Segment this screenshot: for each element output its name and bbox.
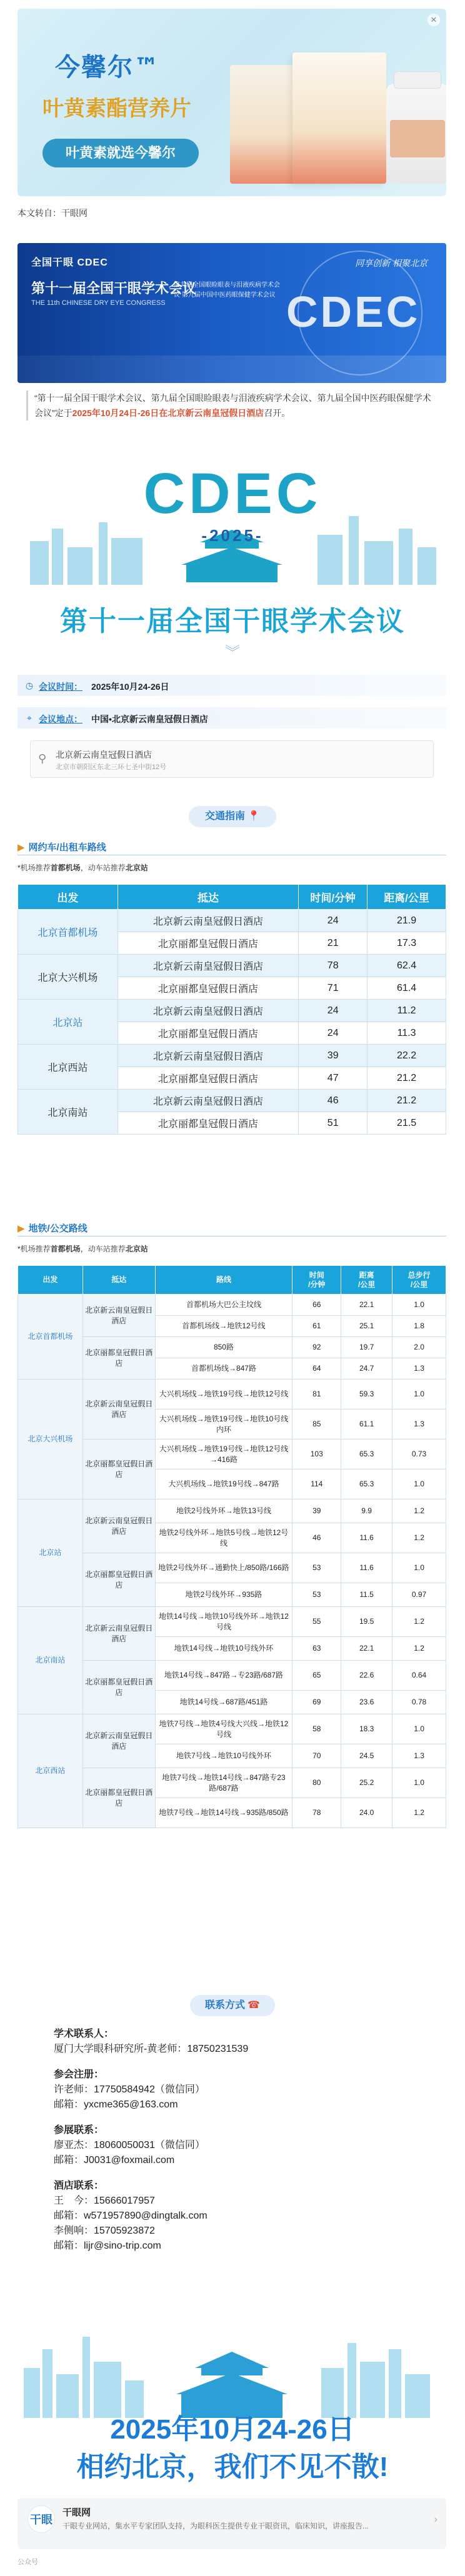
table-cell: 11.3 [368,1022,446,1045]
column-header: 时间/分钟 [299,885,368,910]
contact-group-title: 参展联系： [54,2125,104,2136]
table-cell: 0.64 [392,1661,446,1691]
route-cell: 大兴机场线→地铁19号线→地铁12号线→416路 [155,1440,292,1470]
table-cell: 9.9 [341,1499,392,1523]
table-row [18,955,446,977]
table-cell: 46 [292,1523,341,1553]
table-row [18,1090,446,1112]
table-cell: 北京丽都皇冠假日酒店 [118,977,299,1000]
traffic-guide-label: 交通指南 [205,811,246,822]
table-cell: 1.2 [392,1798,446,1828]
table-cell: 114 [292,1470,341,1499]
table-cell: 81 [292,1380,341,1410]
intro-text: “第十一届全国干眼学术会议、第九届全国眼睑眼表与泪液疾病学术会议、第九届全国中医药眼保健学术会议”定于 [34,393,431,418]
table-cell: 51 [299,1112,368,1135]
table-cell: 1.3 [392,1410,446,1440]
contact-group-title: 参会注册： [54,2069,104,2080]
chevron-right-icon: › [434,2514,438,2525]
table-cell: 17.3 [368,932,446,955]
table-cell: 19.5 [341,1607,392,1637]
table-cell: 北京丽都皇冠假日酒店 [118,1112,299,1135]
phone-icon: ☎ [248,2000,260,2011]
table-cell: 北京新云南皇冠假日酒店 [118,1090,299,1112]
route-cell: 大兴机场线→地铁19号线→地铁12号线 [155,1380,292,1410]
banner-title-en: THE 11th CHINESE DRY EYE CONGRESS [31,299,166,307]
hero-year: -2025- [201,526,264,545]
chevron-down-icon: ︾ [225,644,240,661]
table-cell: 22.1 [341,1637,392,1661]
table-cell: 11.6 [341,1553,392,1583]
table-cell: 53 [292,1553,341,1583]
table-cell: 1.0 [392,1470,446,1499]
origin-cell: 北京大兴机场 [18,955,118,1000]
route-cell: 地铁2号线外环→935路 [155,1583,292,1607]
destination-cell: 北京丽都皇冠假日酒店 [82,1553,155,1607]
note-suffix: ，动车站推荐 [80,1245,126,1253]
contact-line: 王 今：15666017957 [54,2196,155,2206]
column-header: 抵达 [82,1266,155,1295]
table-cell: 1.2 [392,1637,446,1661]
route-cell: 首都机场大巴公主坟线 [155,1295,292,1316]
table-cell: 62.4 [368,955,446,977]
table-cell: 21.5 [368,1112,446,1135]
metro-route-table [18,1265,446,1828]
table-cell: 92 [292,1337,341,1358]
meeting-time-value: 2025年10月24-26日 [91,682,169,692]
contact-line: 邮箱：J0031@foxmail.com [54,2155,175,2166]
table-cell: 18.3 [341,1714,392,1744]
table-cell: 1.8 [392,1316,446,1337]
table-cell: 39 [292,1499,341,1523]
column-header: 距离/公里 [368,885,446,910]
destination-cell: 北京新云南皇冠假日酒店 [82,1607,155,1661]
banner-logos: 全国干眼 CDEC [31,257,108,268]
ad-bottle-cap [394,71,441,89]
route-cell: 地铁14号线→地铁10号线外环→地铁12号线 [155,1607,292,1637]
origin-cell: 北京西站 [18,1714,83,1828]
banner-info: 第九届全国眼睑眼表与泪液疾病学术会议 第九届中国中医药眼保健学术会议 [174,282,280,299]
route-cell: 地铁14号线→地铁10号线外环 [155,1637,292,1661]
column-header: 距离 /公里 [341,1266,392,1295]
meeting-time-row [18,675,446,696]
route-cell: 地铁7号线→地铁14号线→935路/850路 [155,1798,292,1828]
origin-cell: 北京南站 [18,1090,118,1135]
table-cell: 23.6 [341,1691,392,1714]
table-cell: 21.2 [368,1067,446,1090]
origin-cell: 北京大兴机场 [18,1380,83,1499]
table-cell: 21.2 [368,1090,446,1112]
map-place-name: 北京新云南皇冠假日酒店 [56,750,152,760]
table-cell: 11.2 [368,1000,446,1022]
table-cell: 70 [292,1744,341,1768]
table-cell: 22.1 [341,1295,392,1316]
taxi-route-table [18,884,446,1135]
table-cell: 1.2 [392,1607,446,1637]
conference-banner [18,243,446,383]
intro-text-end: 召开。 [264,408,291,418]
table-cell: 47 [299,1067,368,1090]
table-cell: 22.6 [341,1661,392,1691]
intro-paragraph [26,390,439,420]
account-card[interactable] [18,2498,446,2549]
banner-title: 第十一届全国干眼学术会议 [31,281,197,296]
table-cell: 64 [292,1358,341,1380]
table-cell: 1.3 [392,1358,446,1380]
ad-banner[interactable] [18,9,446,196]
page-title: 第十一届全国干眼学术会议 [60,606,405,637]
destination-cell: 北京丽都皇冠假日酒店 [82,1661,155,1714]
table-cell: 1.0 [392,1553,446,1583]
origin-cell: 北京首都机场 [18,1295,83,1380]
contact-section-label: 联系方式 [205,2000,246,2011]
table-cell: 24 [299,910,368,932]
table-cell: 25.2 [341,1768,392,1798]
table-cell: 22.2 [368,1045,446,1067]
table-row [18,1499,446,1523]
table-cell: 61.4 [368,977,446,1000]
avatar: 干眼 [28,2505,55,2533]
table-cell: 61.1 [341,1410,392,1440]
note-suffix: ，动车站推荐 [80,863,126,872]
table-cell: 北京新云南皇冠假日酒店 [118,1045,299,1067]
table-cell: 1.0 [392,1380,446,1410]
contact-group [54,2123,429,2168]
table-cell: 63 [292,1637,341,1661]
table-cell: 北京新云南皇冠假日酒店 [118,955,299,977]
map-location-card[interactable] [30,740,434,778]
map-pin-icon: ⚲ [38,752,47,765]
table-cell: 1.0 [392,1768,446,1798]
taxi-note [18,862,148,873]
destination-cell: 北京丽都皇冠假日酒店 [82,1337,155,1380]
taxi-heading-text: 网约车/出租车路线 [28,842,106,853]
route-cell: 首都机场线→847路 [155,1358,292,1380]
table-cell: 78 [299,955,368,977]
origin-cell: 北京首都机场 [18,910,118,955]
table-row [18,1380,446,1410]
traffic-guide-header [189,806,276,827]
contact-line: 许老师：17750584942（微信同） [54,2084,205,2095]
table-cell: 24.7 [341,1358,392,1380]
car-icon: ▶ [18,842,25,853]
ad-slogan-pill: 叶黄素就选今馨尔 [42,139,199,167]
column-header: 抵达 [118,885,299,910]
origin-cell: 北京西站 [18,1045,118,1090]
intro-highlight: 2025年10月24日-26日在北京新云南皇冠假日酒店 [72,408,264,418]
account-name: 干眼网 [62,2507,91,2518]
table-cell: 21.9 [368,910,446,932]
column-header: 时间 /分钟 [292,1266,341,1295]
footer-skyline-illustration [18,2324,446,2418]
clock-icon: ◷ [25,680,34,690]
table-cell: 0.73 [392,1440,446,1470]
table-cell: 80 [292,1768,341,1798]
footer-date: 2025年10月24-26日 [110,2414,355,2445]
table-cell: 21 [299,932,368,955]
metro-section-heading [18,1221,88,1235]
table-cell: 北京新云南皇冠假日酒店 [118,910,299,932]
ad-bottle-label [390,120,445,157]
ad-brand-logo: 今馨尔™ [55,53,160,82]
table-cell: 北京丽都皇冠假日酒店 [118,1067,299,1090]
table-cell: 24.0 [341,1798,392,1828]
contact-group [54,2179,429,2254]
table-cell: 24.5 [341,1744,392,1768]
note-bold2: 北京站 [125,1245,148,1253]
table-cell: 11.5 [341,1583,392,1607]
table-cell: 25.1 [341,1316,392,1337]
table-cell: 39 [299,1045,368,1067]
banner-stripe [18,356,446,383]
origin-cell: 北京南站 [18,1607,83,1714]
metro-note [18,1243,148,1254]
meeting-place-value: 中国•北京新云南皇冠假日酒店 [91,714,208,724]
table-cell: 1.0 [392,1714,446,1744]
route-cell: 大兴机场线→地铁19号线→847路 [155,1470,292,1499]
banner-cdec-text: CDEC [286,287,421,336]
contact-list [54,2027,429,2264]
table-cell: 0.97 [392,1583,446,1607]
table-cell: 46 [299,1090,368,1112]
map-place-address: 北京市朝阳区东北三环七圣中街12号 [56,763,167,771]
table-cell: 71 [299,977,368,1000]
note-prefix: *机场推荐 [18,1245,51,1253]
banner-slogan: 同享创新 相聚北京 [355,258,428,268]
table-cell: 65 [292,1661,341,1691]
route-cell: 地铁2号线外环→地铁5号线→地铁12号线 [155,1523,292,1553]
account-description: 干眼专业网站，集水平专家团队支持，为眼科医生提供专业干眼资讯，临床知识，讲座报告... [62,2522,369,2530]
hero-cdec-logo: CDEC [143,462,322,525]
table-cell: 北京丽都皇冠假日酒店 [118,1022,299,1045]
table-cell: 11.6 [341,1523,392,1553]
table-row [18,1295,446,1316]
route-cell: 地铁7号线→地铁4号线大兴线→地铁12号线 [155,1714,292,1744]
contact-line: 邮箱：w571957890@dingtalk.com [54,2210,208,2221]
table-cell: 85 [292,1410,341,1440]
origin-cell: 北京站 [18,1499,83,1607]
table-row [18,1045,446,1067]
column-header: 出发 [18,1266,83,1295]
note-prefix: *机场推荐 [18,863,51,872]
contact-section-header [190,1995,275,2016]
route-cell: 地铁14号线→687路/451路 [155,1691,292,1714]
route-cell: 地铁7号线→地铁10号线外环 [155,1744,292,1768]
table-cell: 65.3 [341,1440,392,1470]
route-cell: 地铁2号线外环→地铁13号线 [155,1499,292,1523]
meeting-place-row [18,707,446,729]
contact-line: 廖亚杰：18060050031（微信同） [54,2140,205,2151]
contact-group-title: 酒店联系： [54,2181,104,2191]
close-icon[interactable]: ✕ [428,14,440,26]
contact-line: 邮箱：lijr@sino-trip.com [54,2240,161,2251]
table-cell: 北京新云南皇冠假日酒店 [118,1000,299,1022]
account-type-tag: 公众号 [18,2559,38,2566]
meeting-time-label: 会议时间： [39,682,82,692]
table-row [18,1607,446,1637]
metro-heading-text: 地铁/公交路线 [28,1223,88,1234]
contact-line: 李侧响：15705923872 [54,2225,155,2236]
route-cell: 地铁14号线→847路→专23路/687路 [155,1661,292,1691]
table-cell: 1.2 [392,1499,446,1523]
origin-cell: 北京站 [18,1000,118,1045]
contact-group-title: 学术联系人： [54,2029,114,2039]
table-cell: 55 [292,1607,341,1637]
table-cell: 59.3 [341,1380,392,1410]
destination-cell: 北京新云南皇冠假日酒店 [82,1499,155,1553]
table-cell: 103 [292,1440,341,1470]
column-header: 出发 [18,885,118,910]
route-cell: 大兴机场线→地铁19号线→地铁10号线内环 [155,1410,292,1440]
table-cell: 66 [292,1295,341,1316]
table-cell: 24 [299,1022,368,1045]
route-cell: 地铁2号线外环→通勤快上/850路/166路 [155,1553,292,1583]
table-cell: 2.0 [392,1337,446,1358]
table-cell: 24 [299,1000,368,1022]
route-cell: 地铁7号线→地铁14号线→847路专23路/687路 [155,1768,292,1798]
footer-invitation: 相约北京，我们不见不散! [76,2452,389,2482]
table-cell: 58 [292,1714,341,1744]
column-header: 总步行 /公里 [392,1266,446,1295]
note-bold2: 北京站 [125,863,148,872]
ad-product-box-front [292,52,386,184]
taxi-section-heading [18,840,106,853]
table-row [18,1714,446,1744]
table-cell: 1.3 [392,1744,446,1768]
destination-cell: 北京丽都皇冠假日酒店 [82,1440,155,1499]
table-cell: 61 [292,1316,341,1337]
location-pin-icon: 📍 [248,811,260,822]
column-header: 路线 [155,1266,292,1295]
table-cell: 53 [292,1583,341,1607]
destination-cell: 北京新云南皇冠假日酒店 [82,1380,155,1440]
contact-line: 邮箱：yxcme365@163.com [54,2099,178,2110]
contact-group [54,2027,429,2057]
table-cell: 1.0 [392,1295,446,1316]
table-cell: 0.78 [392,1691,446,1714]
meeting-place-label: 会议地点： [39,714,82,724]
source-line: 本文转自：干眼网 [18,208,88,218]
route-cell: 850路 [155,1337,292,1358]
destination-cell: 北京新云南皇冠假日酒店 [82,1295,155,1337]
contact-line: 厦门大学眼科研究所-黄老师：18750231539 [54,2044,249,2054]
table-cell: 19.7 [341,1337,392,1358]
table-cell: 65.3 [341,1470,392,1499]
destination-cell: 北京丽都皇冠假日酒店 [82,1768,155,1828]
location-icon: ⌖ [27,713,32,723]
table-row [18,1000,446,1022]
table-cell: 78 [292,1798,341,1828]
table-cell: 北京丽都皇冠假日酒店 [118,932,299,955]
destination-cell: 北京新云南皇冠假日酒店 [82,1714,155,1768]
table-cell: 69 [292,1691,341,1714]
contact-group [54,2067,429,2112]
note-bold: 首都机场 [50,863,81,872]
route-cell: 首都机场线→地铁12号线 [155,1316,292,1337]
table-row [18,910,446,932]
subway-icon: ▶ [18,1223,25,1234]
table-cell: 1.2 [392,1523,446,1553]
note-bold: 首都机场 [50,1245,81,1253]
ad-product-name: 叶黄素酯营养片 [42,97,191,121]
